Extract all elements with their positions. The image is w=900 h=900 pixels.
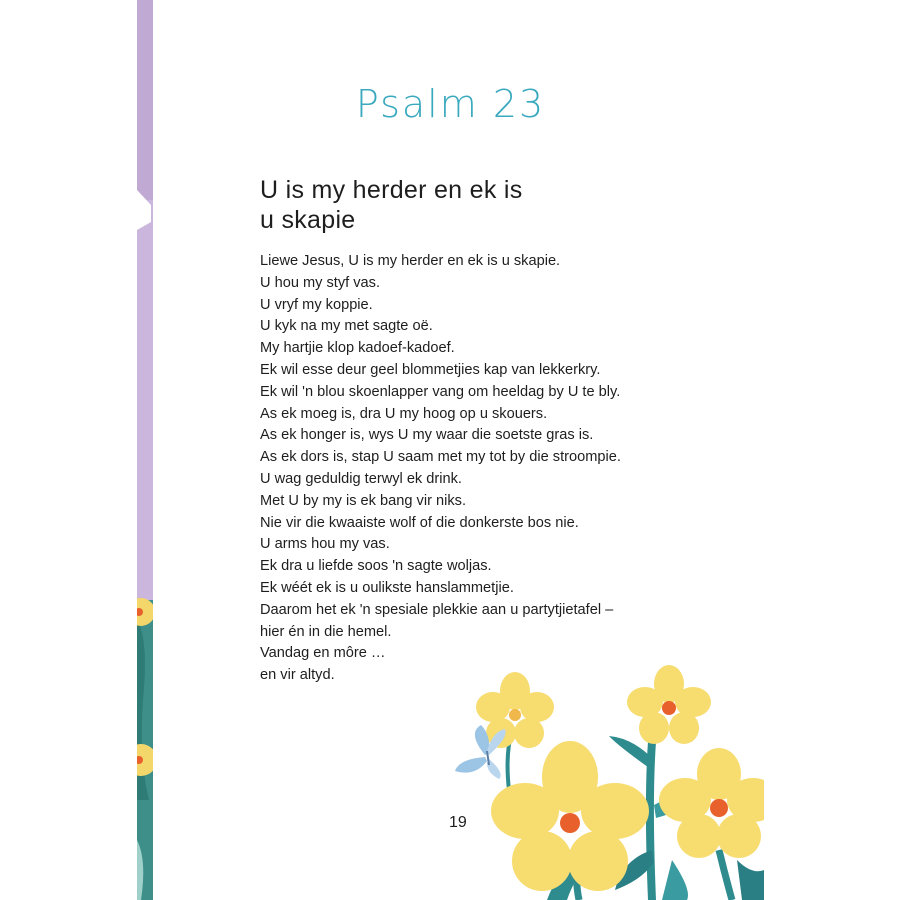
poem-line: U hou my styf vas. bbox=[260, 274, 381, 291]
poem-line: Daarom het ek 'n spesiale plekkie aan u partytjietafel – bbox=[260, 601, 614, 618]
poem-line: en vir altyd. bbox=[260, 667, 335, 684]
poem-line: Liewe Jesus, U is my herder en ek is u skapie. bbox=[260, 253, 561, 269]
butterfly-icon bbox=[455, 725, 506, 779]
poem-line: Nie vir die kwaaiste wolf of die donkerste bos nie. bbox=[260, 514, 579, 531]
poem-line: U arms hou my vas. bbox=[260, 536, 390, 553]
poem-line: As ek honger is, wys U my waar die soetste gras is. bbox=[260, 427, 594, 444]
spine-illustration bbox=[137, 0, 153, 900]
poem-line: Ek wéét ek is u oulikste hanslammetjie. bbox=[260, 579, 514, 596]
flower-illustration bbox=[447, 660, 764, 900]
flower-top-right bbox=[627, 665, 711, 744]
poem-heading-line: U is my herder en ek is bbox=[260, 176, 523, 204]
poem-line: As ek moeg is, dra U my hoog op u skouers. bbox=[260, 405, 548, 422]
poem-line: As ek dors is, stap U saam met my tot by die stroompie. bbox=[260, 449, 621, 466]
flower-large-center bbox=[491, 741, 649, 891]
poem-heading-line: u skapie bbox=[260, 206, 356, 234]
page-number: 19 bbox=[449, 814, 467, 831]
poem-line: Vandag en môre … bbox=[260, 645, 386, 662]
spine-decoration bbox=[137, 0, 153, 900]
poem-line: hier én in die hemel. bbox=[260, 623, 392, 640]
book-page bbox=[137, 0, 764, 900]
poem-line: Ek dra u liefde soos 'n sagte woljas. bbox=[260, 558, 492, 575]
psalm-title: Psalm 23 bbox=[355, 82, 546, 126]
poem-line: U vryf my koppie. bbox=[260, 296, 373, 313]
poem-line: Ek wil 'n blou skoenlapper vang om heeldag by U te bly. bbox=[260, 383, 621, 400]
poem-line: U wag geduldig terwyl ek drink. bbox=[260, 470, 462, 487]
poem-line: Met U by my is ek bang vir niks. bbox=[260, 492, 466, 509]
flower-right bbox=[659, 748, 764, 858]
poem-line: U kyk na my met sagte oë. bbox=[260, 318, 433, 335]
poem-body bbox=[260, 251, 720, 687]
poem-line: Ek wil esse deur geel blommetjies kap van lekkerkry. bbox=[260, 361, 601, 378]
poem-heading bbox=[260, 175, 600, 235]
poem-line: My hartjie klop kadoef-kadoef. bbox=[260, 340, 455, 357]
